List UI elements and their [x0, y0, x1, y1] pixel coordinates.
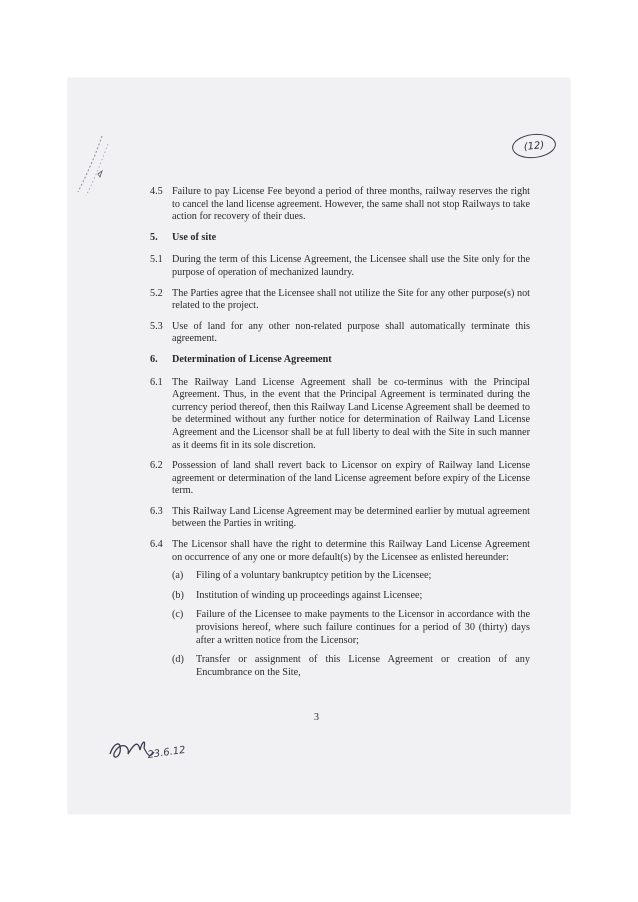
item-label: (a) — [172, 570, 184, 582]
clause-number: 4.5 — [150, 186, 163, 197]
clause-number: 6.1 — [150, 376, 163, 388]
clause-number: 6.3 — [150, 505, 163, 517]
item-text: Transfer or assignment of this License Agreement or creation of any Encumbrance on the Site, — [196, 654, 530, 678]
clause-text: The Railway Land License Agreement shall be co-terminus with the Principal Agreement. Thus, in the event that the Principal Agreement is terminated during the currency period thereof, then this Railway Land License Agreement shall be deemed to be determined without any further notice for determination of Railway Land License Agreement and the Licensor shall be at full liberty to deal with the Site in such manner as it deems fit in its sole discretion. — [172, 376, 530, 451]
clause-number: 6.4 — [150, 539, 163, 551]
margin-seal-mark — [62, 130, 112, 220]
clause-6-3 — [150, 506, 530, 531]
item-label: (d) — [172, 654, 184, 666]
page-number: 3 — [314, 712, 319, 723]
clause-text: During the term of this License Agreement, the Licensee shall use the Site only for the purpose of operation of mechanized laundry. — [172, 254, 530, 278]
clause-number: 5.1 — [150, 254, 163, 266]
default-list — [172, 570, 530, 679]
svg-text:23.6.12: 23.6.12 — [146, 744, 187, 761]
clause-text: Use of land for any other non-related purpose shall automatically terminate this agreement. — [172, 320, 530, 345]
section-number: 5. — [150, 231, 158, 243]
stamp-text: (12) — [523, 139, 545, 153]
clause-4-5 — [150, 186, 530, 224]
list-item — [172, 570, 530, 583]
clause-5-1 — [150, 254, 530, 279]
item-label: (b) — [172, 589, 184, 601]
clause-text: Possession of land shall revert back to Licensor on expiry of Railway land License agreement or determination of the land License agreement before expiry of the License term. — [172, 460, 530, 497]
clause-number: 6.2 — [150, 460, 163, 472]
section-title: Use of site — [172, 231, 217, 243]
clause-number: 5.2 — [150, 287, 163, 299]
clause-text: The Licensor shall have the right to determine this Railway Land License Agreement on occurrence of any one or more default(s) by the Licensee as enlisted hereunder: — [172, 539, 530, 563]
clause-6-2 — [150, 460, 530, 498]
section-number: 6. — [150, 353, 158, 365]
clause-text: The Parties agree that the Licensee shall not utilize the Site for any other purpose(s) not related to the project. — [172, 287, 530, 312]
clause-5-2 — [150, 288, 530, 313]
clause-6-1 — [150, 377, 530, 453]
list-item — [172, 609, 530, 647]
clause-text: This Railway Land License Agreement may be determined earlier by mutual agreement between the Parties in writing. — [172, 505, 530, 530]
item-text: Institution of winding up proceedings against Licensee; — [196, 589, 423, 601]
agreement-body — [150, 186, 530, 686]
item-text: Failure of the Licensee to make payments to the Licensor in accordance with the provisions hereof, where such failure continues for a period of 30 (thirty) days after a written notice from the Licensor; — [196, 609, 530, 646]
section-title: Determination of License Agreement — [172, 353, 332, 365]
section-5-heading — [150, 232, 530, 245]
handwritten-signature — [104, 728, 200, 768]
clause-6-4 — [150, 539, 530, 564]
clause-number: 5.3 — [150, 320, 163, 332]
item-label: (c) — [172, 609, 184, 621]
section-6-heading — [150, 354, 530, 367]
item-text: Filing of a voluntary bankruptcy petition by the Licensee; — [196, 570, 432, 582]
list-item — [172, 654, 530, 679]
clause-text: Failure to pay License Fee beyond a period of three months, railway reserves the right to cancel the land license agreement. However, the same shall not stop Railways to take action for recovery of their dues. — [172, 186, 530, 223]
list-item — [172, 590, 530, 603]
clause-5-3 — [150, 321, 530, 346]
